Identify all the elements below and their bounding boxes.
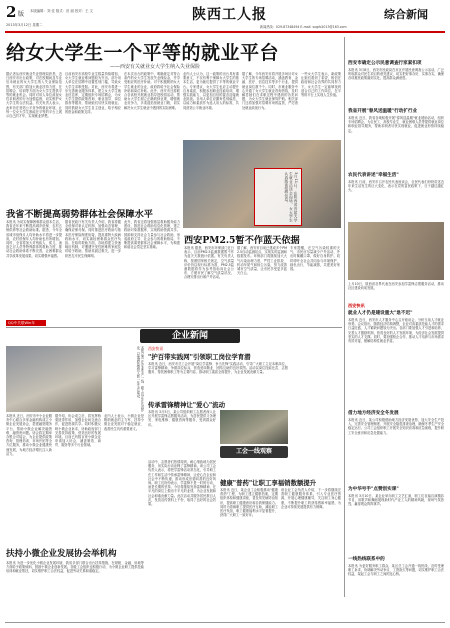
west-banner: 西安快讯 — [348, 303, 365, 308]
bottom-rule — [5, 622, 445, 623]
side3-title: 农民代表讲述"幸福生活" — [348, 173, 399, 178]
pm25-title: 西安PM2.5暂不作蓝天依据 — [184, 235, 300, 246]
meta-left: 本版编辑：刘 佳 版式：田 丽 校对：王 文 — [30, 9, 94, 13]
b1-col-1: 本报讯 近日，西安市中小企业服务中心联合多家金融机构成立小微企业发展协会，搭建融资服务平台，帮助小微企业解决融资难、融资贵问题。协会将定期举办银企对接会，为企业提供政策咨询、管理培训、市场开拓等全方位服务，推动小微企业健康快速发展，为地方经济增长注入新活力。 — [6, 414, 52, 456]
lead-col-6: 一些女大学生表示，新政策让她们看到了希望，相信在政府和社会各界的共同努力下，女大学生一定能够找到适合自己的工作岗位，在平等的平台上实现人生价值。 — [301, 72, 341, 98]
page-number: 2 — [6, 3, 17, 21]
b4-title: 健康"普药"让职工享福销数额提升 — [220, 479, 317, 487]
b2-title: "护百带实践网"引领职工岗位学育潜 — [148, 353, 251, 361]
side-photo-caption: 上月10日，陕西省各界代表在西安参加学雷锋志愿服务活动，推动社区建设向前发展。 — [348, 282, 444, 291]
qq-banner — [6, 320, 46, 326]
b2-label: 西安快讯 — [148, 346, 164, 351]
paper-name: 陕西工人报 — [192, 7, 267, 23]
side-photo — [348, 222, 444, 280]
b2-body: 本报讯 近日，西安市总工会开展"岗位学雷锋、争当先锋"实践活动，引导广大职工立足本职岗位，学习雷锋精神，争做岗位标兵，营造爱岗敬业、团结互助的良好氛围。活动以岗位技能比武、志愿服务、帮扶困难职工等为主要内容，推动职工素质全面提升，为企业发展贡献力量。 — [148, 362, 288, 375]
r1-body: 本报讯 近日，西安市人才服务中心召开座谈会，分析当前人才就业形势。会议指出，随着经济结构调整，企业对高素质技能人才的需求日益旺盛，人才紧缺问题较为突出。各部门要加强人才引进和培养，完善人才激励机制，营造良好的人才发展环境，为经济社会发展提供坚实的人才支撑。同时，要加强校企合作，推动人才培养与市场需求有效对接，缓解结构性就业矛盾。 — [348, 318, 444, 344]
page-label: 版 — [18, 11, 25, 18]
enterprise-banner — [140, 329, 240, 343]
section-name: 综合新闻 — [384, 8, 428, 21]
side1-title: 西安市确定公示民意调查行家紧扣项 — [348, 61, 422, 66]
r2-title: 借力地方经济安全冬发展 — [348, 411, 399, 416]
article-2-title: 我省不断提高弱势群体社会保障水平 — [6, 209, 153, 220]
enterprise-banner-label: 企业新闻 — [171, 331, 208, 341]
article-2-col-3: 此外，我省还将加强基层救助服务能力建设，推进社会救助信息化管理，建立救助对象数据库，实现救助资源共享。鼓励和支持社会力量参与社会救助，形成政府主导、社会参与的救助格局，不断提高弱势群体社会保障水平，为构建和谐社会奠定坚实基础。 — [124, 220, 180, 250]
b3-title: 传承雷锋精神让"爱心"流动 — [148, 401, 225, 409]
lead-col-2: 目前西安市高校毕业生数量持续增加，女大学生就业难问题较为突出。部分用人单位在招聘中设置性别门槛，导致女大学生求职受阻。对此，西安市将进一步完善就业服务体系，建立女大学生就业信息库，定期组织专场招聘会，为女大学生提供政策咨询、职业指导、岗位推荐等服务，帮助她们尽快实现就业。同时鼓励女大学生自主创业，给予相应的资金和政策支持。 — [65, 72, 121, 114]
pm25-col-3: 专家提醒，在空气污染较重的天气，市民应尽量减少户外活动，外出时佩戴口罩，做好自身防护。同时呼吁全社会共同参与环境保护，绿色出行，节能减排，共建美好家园。 — [290, 246, 340, 272]
lead-col-3: 在本次出台的政策中，明确规定对符合条件的女大学生发放失业保险金，并享受相应的医疗补助。对于积极吸纳女大学生就业的企业，政府将给予社会保险补贴和岗位补贴。此外，西安市还将联合各高校开展就业指导进校园活动，帮助女大学生树立正确的择业观，增强就业竞争力，多渠道拓宽就业门路，切实解决女大学生就业中遇到的实际困难。 — [124, 72, 180, 110]
lead-col-5: 据了解，今年西安市将开展多场针对女大学生的专场招聘活动，涵盖教育、金融、医疗、信息技术等多个行业，提供就业岗位数千个。同时，市就业服务中心开通了女大学生就业咨询热线，及时解答她们在求职过程中遇到的各类问题，为女大学生就业保驾护航。相关部门还将加强对招聘市场的监管，严厉查处就业歧视行为。 — [242, 72, 298, 110]
b1-title: 扶持小微企业发展协会举机构 — [6, 549, 117, 559]
dept-banner-label: 工会一线观察 — [235, 448, 272, 455]
qq-banner-label: QQ中关联Win年 — [8, 321, 35, 325]
r1-title: 就业人才仍是建设重大"急不迟" — [348, 311, 413, 316]
pm25-col-1: 本报讯 据悉，西安市环保部门近日表示，目前PM2.5监测数据暂不作为蓝天天数统计依据。有关负责人称，按照国家相关规定，空气质量评价仍以现行标准为准，PM2.5监测数据将作为参考指标向社会公布，方便市民了解空气质量状况，合理安排出行和户外活动。 — [184, 246, 234, 280]
volunteer-photo — [220, 410, 288, 444]
lead-col-4: 业内人士认为，这一政策的出台具有重要意义，不仅有利于保障女大学生的基本生活，更为她们提供了平等的就业平台。专家建议，女大学生也应主动提升自身素质，积极参加职业技能培训，增强实践能力，以更加自信的姿态迎接就业挑战。各用人单位应摒弃性别偏见，以能力和素质作为选人用人的标准，共同营造公平就业环境。 — [183, 72, 239, 110]
date-line: 2013年3月12日 星期二 — [6, 23, 43, 27]
side2-body: 本报讯 近日，我省各地积极开展"春风送温暖"就业援助活动，组织专场招聘会，为农民工、高校毕业生、就业困难人员等提供就业岗位和职业指导服务，帮助求职者尽快实现就业，促进就业形势持续稳定。 — [348, 116, 444, 133]
b1-col-3: 业内人士表示，小微企业是吸纳就业的主力军，扶持小微企业发展对于稳定就业、改善民生具有重要意义。 — [104, 414, 144, 431]
masthead — [0, 0, 450, 36]
b3-body-2: 活动中，志愿者们热情周到，耐心细致地为居民服务，用实际行动诠释了雷锋精神。该公司工会负责人表示，将把学雷锋活动常态化，引导职工在工作和生活中传承雷锋精神，让爱心在企业和社会中不断传递，推动形成崇德向善的良好风尚。职工们纷纷表示，学雷锋不是一时的行动，而是长期的坚持。今后将继续发扬雷锋精神，在平凡的岗位上做出不平凡的业绩，为企业发展和社会和谐贡献力量。此次活动共服务居民数百人次，发放宣传资料上千份，取得了良好的社会效果。 — [148, 460, 216, 507]
side2-title: 我省开展"春风送温暖"行动扩行业 — [348, 109, 418, 114]
b4-body-2: 该企业工会负责人介绍，下一步将继续完善职工健康服务体系，引入专业医疗资源，开展心理健康辅导，关注职工身心健康，不断提升职工的获得感和幸福感，为企业可持续发展提供有力保障。 — [281, 488, 341, 509]
r4-body: 本报讯 为更好服务职工群众，某区总工会开通一线热线，及时受理职工诉求，协调解决劳动争议、工资拖欠等问题，切实维护职工合法权益，架起工会与职工之间的连心桥。 — [348, 564, 444, 577]
b4-body-1: 本报讯 近日，某企业工会积极推动"健康普药"工程，为职工建立健康档案，定期组织体检和健康讲座，普及常见病防治知识，提高职工健康意识和自我保健能力。同时为患病职工提供医疗互助，减轻职工医疗负担，职工健康福利水平显著提升，获得广大职工一致好评。 — [220, 488, 278, 518]
col-divider-right — [344, 37, 345, 597]
r2-body: 本报讯 近日，某公司积极借助地方经济发展优势，加大安全生产投入，完善安全管理制度，开展安全隐患排查治理，确保冬季生产安全稳定运行。公司工会组织职工开展安全知识竞赛和应急演练，提升职工安全意识和应急处置能力。 — [348, 418, 444, 435]
r3-body: 本报讯 3月10日，某企业举办职工文艺汇演，职工们自编自演精彩节目，用歌声和舞蹈展现新时代产业工人的精神风貌，现场气氛热烈，赢得观众阵阵掌声。 — [348, 494, 444, 507]
r4-title: 一线热线联系中的 — [348, 557, 385, 562]
workers-photo — [6, 346, 102, 412]
contact-line: 新闻热线：029-87348494 E-mail: sxgrb2013@163.com — [260, 25, 347, 29]
article-2-col-1: 本报讯 为切实保障困难群众基本生活，我省近年来不断提高城乡低保、农村五保供养等社会救助标准。据悉，今年全省城市低保月人均补助水平将进一步提高，农村低保年人均补助也有所增加。同时，全省将加大对残疾人、孤儿、流浪乞讨人员等特殊群体的救助力度，推动社会救助体系不断完善，让困难群众共享改革发展成果，切实增强幸福感。 — [6, 220, 62, 258]
lead-headline: 给女大学生一个平等的就业平台 — [6, 42, 280, 64]
workers-photo-caption: 本报记者 在企业生产一线，职工们正在认真作业，以饱满热情投入新一年生产建设。 — [135, 346, 144, 412]
masthead-rule — [5, 31, 445, 33]
side3-body: 本报讯 日前，西安市召开农民代表座谈会，农民代表们纷纷讲述近年来生活发生的巨大变化，表示在党的富民政策下，日子越过越红火。 — [348, 180, 444, 193]
side1-body: 本报讯 3月8日，西安市民政局在市区开展民意调查公示活动，广泛听取群众对民生项目的意见建议，切实把好事办好、实事办实，确保各项惠民政策落到实处，提高群众满意度。 — [348, 68, 444, 81]
pm25-col-2: 据了解，西安市目前已建成多个PM2.5自动监测站点，实现实时监测和数据发布。环保部门将继续加大大气污染治理力度，严控工业排放、机动车尾气和扬尘污染，努力改善城市空气质量，让市民享受更多蓝天白云。 — [237, 246, 287, 276]
article-2-col-2: 据省民政厅有关负责人介绍，我省将健全低保对象认定机制，加强动态管理，确保应保尽保。同时推进医疗救助与基本医疗保险制度衔接，提高重特大疾病救助水平，切实减轻困难群众医疗负担。在临时救助方面，各地将建立快速响应机制，对遭遇突发性困难的家庭及时给予救助，帮助其渡过难关，进一步织密扎牢民生保障网。 — [65, 220, 121, 258]
lead-subhead: ——西安有关就业女大学生纳入失业保险 — [110, 64, 201, 70]
b1-tail: 本报讯 为进一步优化小微企业发展环境，我省多部门联合出台扶持措施，在财税、金融、用地等方面给予政策倾斜，鼓励小微企业创新发展。各级工会组织也积极行动，为小微企业职工提供技能培训和就业帮扶，切实维护职工合法权益，促进劳动关系和谐稳定。 — [6, 561, 144, 574]
r3-title: 为中华号手"点赞创实课" — [348, 487, 399, 492]
dept-banner — [220, 446, 288, 458]
photo-caption-box — [254, 168, 302, 226]
photo-main-caption: 3月11日，在陕西省首届大学生就业洽谈会现场，女大学生认真阅读招聘信息。 — [284, 172, 298, 222]
lead-col-1: 据记者从西安就业失业管理局获悉，近日西安市出台政策，对在校期间及毕业后未就业的女大学生纳入失业保险范围，有关部门将加大就业扶持力度，在招聘会、培训等方面为女大学生提供平等的就业机会。同时对用人单位歧视女性求职者的行为加强监督，切实维护女大学生的合法权益。有关负责人表示，此举旨在营造公平竞争的就业环境，让每一位女大学生都能在平等的平台上展示自己的才华，实现就业梦想。 — [6, 72, 62, 119]
b3-body-1: 本报讯 3月5日，某公司组织职工志愿者深入社区开展学雷锋志愿服务活动，为居民提供义务理发、家电维修、健康咨询等服务，受到群众好评。 — [148, 410, 216, 427]
b1-col-2: 据介绍，协会成立后，将发挥桥梁纽带作用，加强企业间交流合作，促进资源共享。同时积极反映小微企业诉求，协助政府部门完善扶持政策，营造良好的发展环境。目前已有数百家小微企业申请加入协会，涵盖制造、商贸、服务等多个行业领域。 — [55, 414, 101, 448]
section-rule — [6, 327, 342, 328]
